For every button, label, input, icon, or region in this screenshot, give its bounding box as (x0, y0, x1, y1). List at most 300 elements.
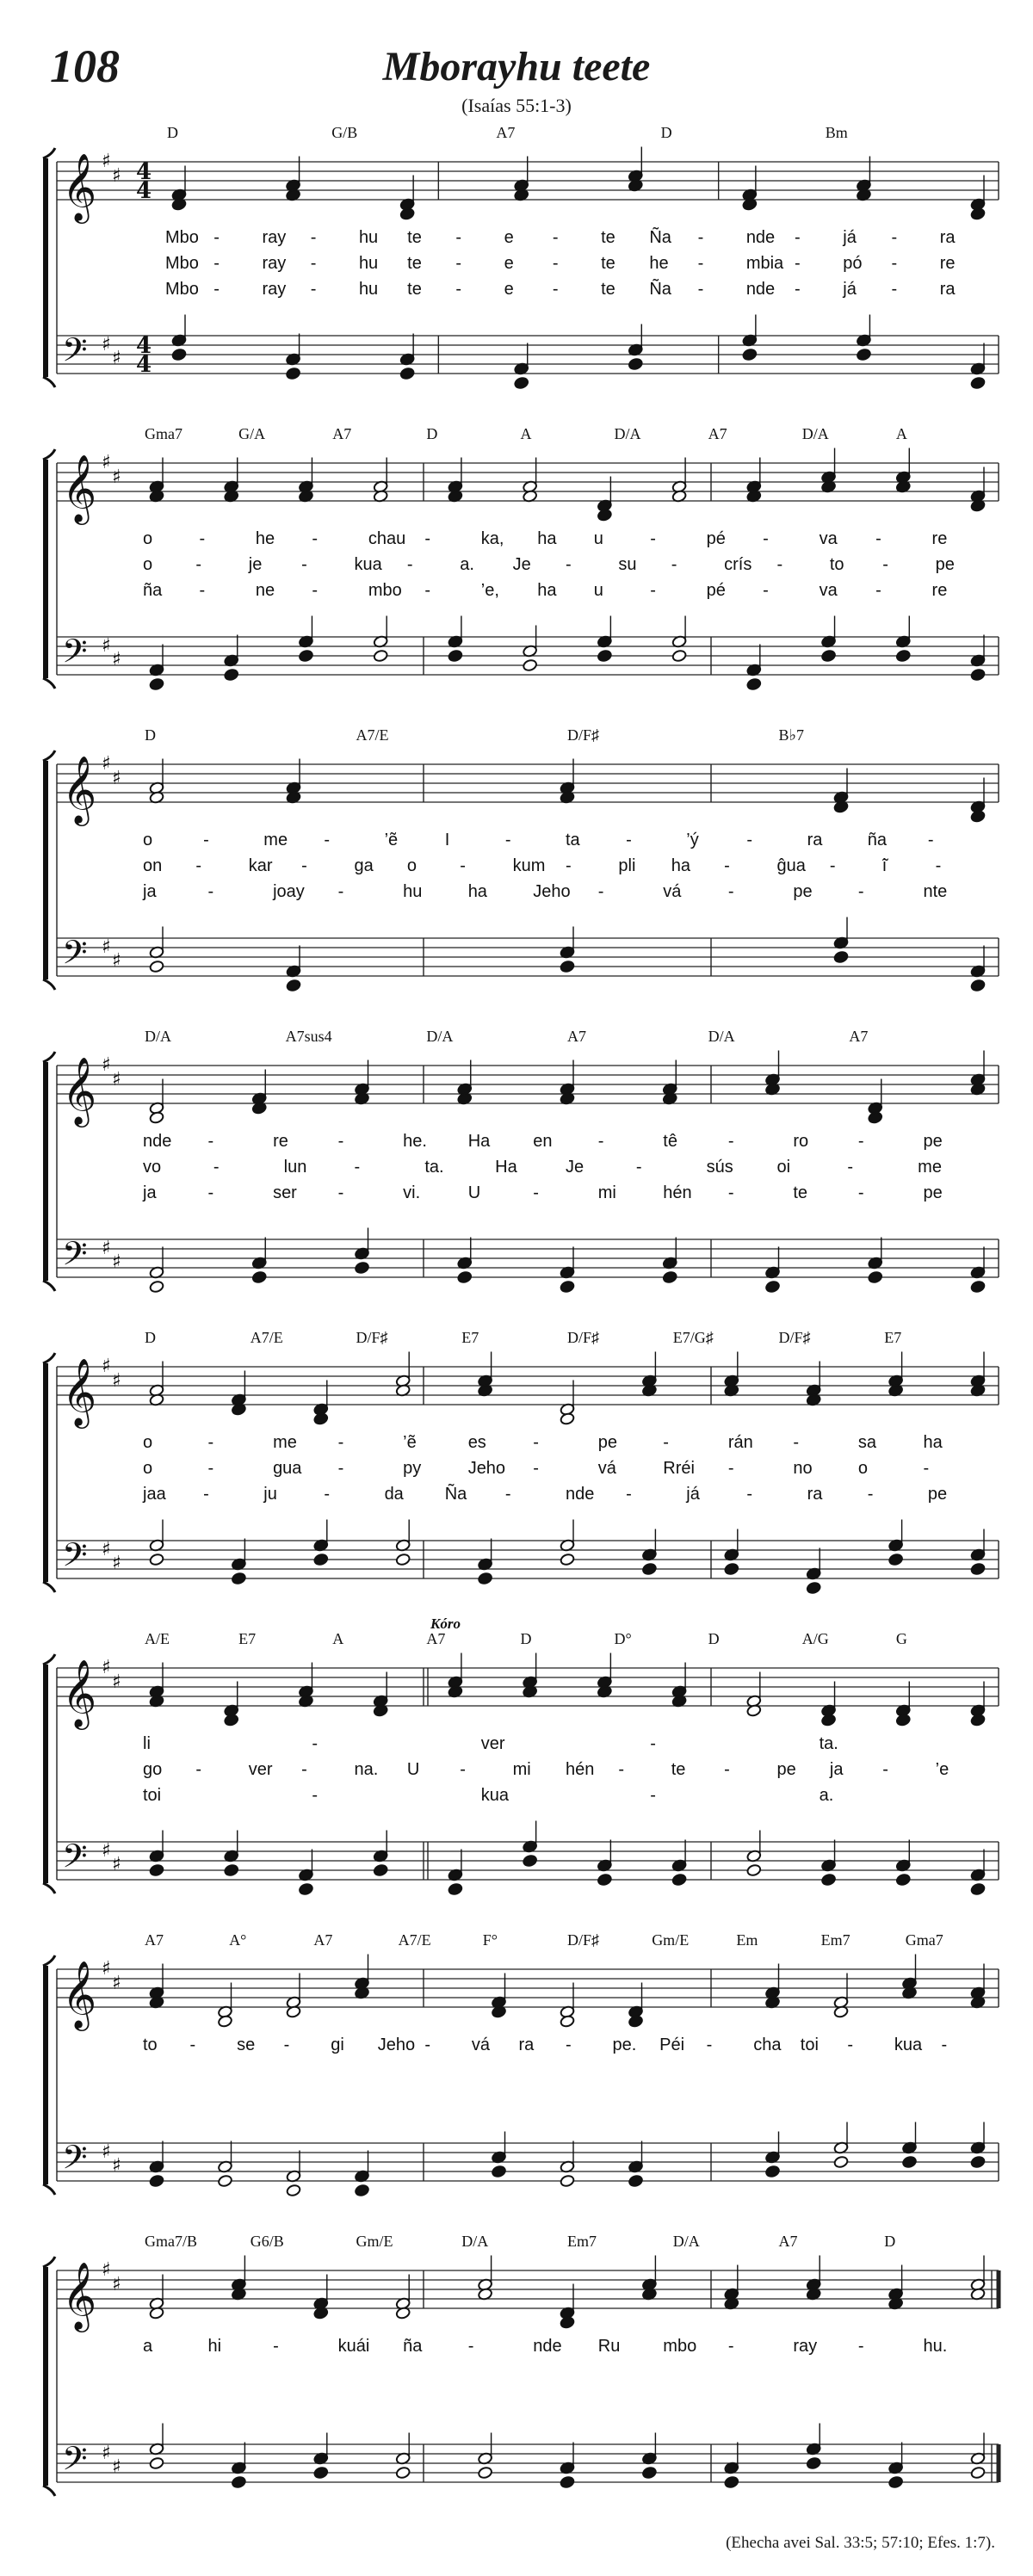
lyric-syllable: mbia (745, 254, 784, 273)
lyric-syllable: jaa (143, 1485, 166, 1504)
lyric-syllable: a. (460, 555, 474, 574)
lyric-syllable: - (847, 1158, 854, 1177)
score-system (0, 726, 1033, 1033)
lyric-syllable: je (248, 555, 263, 574)
time-signature-bottom: 4 (136, 178, 152, 204)
chord-symbol: A7 (332, 425, 352, 442)
lyric-syllable: - (746, 831, 753, 849)
bass-clef-icon: 𝄢 (62, 330, 88, 377)
note-head (746, 1863, 762, 1876)
lyric-syllable: - (533, 1459, 539, 1478)
lyric-syllable: ver (248, 1760, 273, 1779)
lyric-syllable: já (843, 228, 857, 247)
treble-clef-icon: 𝄞 (62, 756, 97, 824)
note-head (833, 2155, 849, 2168)
lyric-syllable: - (203, 831, 209, 849)
lyric-syllable: ĝua (776, 856, 806, 875)
lyric-syllable: Jeho (377, 2035, 416, 2054)
lyric-syllable: - (795, 280, 801, 299)
lyric-syllable: pe (935, 555, 955, 574)
bass-clef-icon: 𝄢 (62, 1837, 88, 1883)
lyric-syllable: - (424, 581, 431, 600)
note-head (806, 1581, 821, 1594)
lyric-syllable: - (195, 1760, 202, 1779)
note-head (970, 1280, 986, 1293)
lyric-syllable: mbo (663, 2337, 697, 2356)
note-head (251, 1270, 267, 1283)
chord-symbol: G/A (238, 425, 266, 442)
key-sharp-icon: ♯ (102, 635, 111, 657)
lyric-syllable: pé (706, 529, 726, 548)
lyric-syllable: u (593, 581, 603, 600)
note-head (970, 2466, 986, 2479)
key-sharp-icon: ♯ (102, 1539, 111, 1560)
lyric-syllable: nde (745, 280, 776, 299)
lyric-syllable: na. (354, 1760, 379, 1779)
lyric-syllable: re (931, 529, 948, 548)
treble-clef-icon: 𝄞 (62, 1659, 97, 1727)
key-sharp-icon: ♯ (112, 1251, 121, 1273)
lyric-syllable: - (504, 1485, 511, 1504)
lyric-syllable: já (686, 1485, 700, 1504)
lyric-syllable: - (935, 856, 942, 875)
note-head (286, 2184, 301, 2196)
lyric-syllable: te (671, 1760, 686, 1779)
lyric-syllable: - (354, 1158, 361, 1177)
lyric-syllable: - (455, 254, 462, 273)
note-head (628, 357, 643, 370)
lyric-syllable: - (663, 1433, 669, 1452)
lyric-syllable: sa (857, 1433, 877, 1452)
note-head (399, 207, 415, 220)
lyric-syllable: - (337, 882, 344, 901)
lyric-syllable: kua (480, 1786, 510, 1805)
chord-symbol: B♭7 (778, 726, 804, 744)
lyric-syllable: ra (518, 2035, 535, 2054)
choir-label: Kóro (430, 1615, 461, 1632)
lyric-syllable: - (310, 228, 317, 247)
key-sharp-icon: ♯ (102, 936, 111, 958)
lyric-syllable: ver (480, 1734, 505, 1753)
lyric-syllable: - (195, 555, 202, 574)
note-head (628, 2174, 644, 2187)
lyric-syllable: Ha (467, 1132, 491, 1151)
bass-clef-icon: 𝄢 (62, 632, 88, 678)
chord-symbol: D (167, 124, 178, 141)
note-head (149, 677, 164, 690)
system-bracket (43, 1062, 48, 1281)
note-head (902, 2155, 918, 2168)
treble-clef-icon: 𝄞 (62, 1358, 97, 1426)
lyric-syllable: kuái (337, 2337, 370, 2356)
chord-symbol: A° (229, 1931, 247, 1949)
bass-clef-icon: 𝄢 (62, 933, 88, 979)
lyric-syllable: te (407, 228, 422, 247)
lyric-syllable: - (207, 1132, 214, 1151)
lyric-syllable: - (207, 1183, 214, 1202)
lyric-syllable: - (455, 280, 462, 299)
lyric-syllable: ja (143, 1183, 157, 1202)
lyric-syllable: me (273, 1433, 297, 1452)
lyric-syllable: - (697, 254, 704, 273)
chord-symbol: D/F♯ (567, 1931, 600, 1949)
score-system (0, 1615, 1033, 1937)
key-sharp-icon: ♯ (102, 151, 111, 172)
lyric-syllable: ’ý (686, 831, 699, 849)
lyric-syllable: mi (512, 1760, 531, 1779)
note-head (313, 1553, 329, 1566)
note-head (888, 1553, 904, 1566)
lyric-syllable: - (310, 280, 317, 299)
lyric-syllable: go (143, 1760, 163, 1779)
bass-clef-icon: 𝄢 (62, 1234, 88, 1281)
note-head (313, 1412, 329, 1425)
lyric-syllable: ’ẽ (403, 1433, 417, 1452)
system-bracket (43, 761, 48, 979)
score-system (0, 1329, 1033, 1635)
lyric-syllable: - (301, 555, 307, 574)
lyric-syllable: nde (745, 228, 776, 247)
lyric-syllable: en (533, 1132, 553, 1151)
lyric-syllable: to (829, 555, 844, 574)
note-head (373, 1863, 388, 1876)
key-sharp-icon: ♯ (112, 1854, 121, 1875)
note-head (560, 2174, 575, 2187)
chord-symbol: Bm (825, 124, 848, 141)
lyric-syllable: he (255, 529, 275, 548)
chord-symbol: A/E (145, 1630, 170, 1647)
lyric-syllable: pe (923, 1183, 943, 1202)
lyric-syllable: - (795, 254, 801, 273)
note-head (628, 2015, 644, 2028)
lyric-syllable: já (843, 280, 857, 299)
note-head (970, 2155, 986, 2168)
note-head (821, 1714, 837, 1727)
lyric-syllable: - (189, 2035, 196, 2054)
lyric-syllable: - (566, 555, 572, 574)
scripture-reference: (Isaías 55:1-3) (461, 95, 572, 116)
lyric-syllable: - (213, 1158, 220, 1177)
lyric-syllable: Ru (597, 2337, 621, 2356)
note-head (149, 1280, 164, 1293)
lyric-syllable: toi (800, 2035, 819, 2054)
note-head (478, 1572, 493, 1585)
key-sharp-icon: ♯ (112, 950, 121, 972)
lyric-syllable: oi (776, 1158, 791, 1177)
note-head (970, 1714, 986, 1727)
lyric-syllable: - (891, 254, 898, 273)
chord-symbol: D (426, 425, 438, 442)
lyric-syllable: - (337, 1433, 344, 1452)
time-signature-bottom: 4 (136, 352, 152, 378)
lyric-syllable: - (795, 228, 801, 247)
lyric-syllable: - (867, 1485, 874, 1504)
lyric-syllable: - (626, 831, 632, 849)
note-head (224, 668, 239, 681)
lyric-syllable: ja (143, 882, 157, 901)
note-head (895, 649, 911, 662)
treble-clef-icon: 𝄞 (62, 1961, 97, 2029)
lyric-syllable: o (143, 1433, 153, 1452)
lyric-syllable: - (875, 581, 881, 600)
score-system (0, 2233, 1033, 2539)
lyric-syllable: - (875, 529, 881, 548)
lyric-syllable: Ha (495, 1158, 517, 1177)
note-head (286, 979, 301, 991)
key-sharp-icon: ♯ (102, 2141, 111, 2163)
lyric-syllable: - (763, 581, 769, 600)
lyric-syllable: - (460, 1760, 466, 1779)
note-head (895, 1714, 911, 1727)
note-head (856, 348, 871, 361)
lyric-syllable: te (601, 254, 615, 273)
chord-symbol: D (884, 2233, 896, 2250)
note-head (560, 1280, 575, 1293)
lyric-syllable: - (626, 1485, 632, 1504)
lyric-syllable: - (566, 856, 572, 875)
chord-symbol: F° (482, 1931, 498, 1949)
chord-symbol: Em7 (820, 1931, 851, 1949)
lyric-syllable: - (857, 882, 864, 901)
lyric-syllable: es (467, 1433, 486, 1452)
chord-symbol: A7/E (398, 1931, 431, 1949)
note-head (724, 2475, 739, 2488)
lyric-syllable: ña (143, 581, 163, 600)
key-sharp-icon: ♯ (112, 1553, 121, 1574)
lyric-syllable: ka, (480, 529, 504, 548)
note-head (149, 960, 164, 973)
lyric-syllable: u (593, 529, 603, 548)
lyric-syllable: hi (207, 2337, 222, 2356)
lyric-syllable: - (763, 529, 769, 548)
chord-symbol: D (145, 1329, 156, 1346)
lyric-syllable: va (819, 581, 838, 600)
key-sharp-icon: ♯ (112, 1069, 121, 1090)
treble-clef-icon: 𝄞 (62, 454, 97, 522)
note-head (218, 2015, 233, 2028)
lyric-syllable: - (324, 1485, 331, 1504)
lyric-syllable: - (829, 856, 836, 875)
hymn-number: 108 (50, 40, 120, 92)
note-head (970, 1882, 986, 1895)
key-sharp-icon: ♯ (102, 1054, 111, 1076)
key-sharp-icon: ♯ (102, 753, 111, 775)
chord-symbol: A (332, 1630, 344, 1647)
lyric-syllable: tê (663, 1132, 677, 1151)
chord-symbol: A7/E (356, 726, 389, 744)
note-head (224, 1863, 239, 1876)
lyric-syllable: - (460, 856, 466, 875)
lyric-syllable: o (857, 1459, 869, 1478)
chord-symbol: D (660, 124, 672, 141)
lyric-syllable: ta. (424, 1158, 444, 1177)
lyric-syllable: me (263, 831, 288, 849)
lyric-syllable: - (504, 831, 511, 849)
lyric-syllable: nte (923, 882, 948, 901)
lyric-syllable: rán (727, 1433, 753, 1452)
chord-symbol: Gm/E (652, 1931, 690, 1949)
chord-symbol: D/A (145, 1028, 171, 1045)
lyric-syllable: toi (143, 1786, 162, 1805)
bass-clef-icon: 𝄢 (62, 2439, 88, 2486)
lyric-syllable: hu. (923, 2337, 948, 2356)
lyric-syllable: Ña (649, 280, 671, 299)
lyric-syllable: - (857, 1183, 864, 1202)
key-sharp-icon: ♯ (112, 1370, 121, 1392)
note-head (514, 376, 529, 389)
lyric-syllable: - (283, 2035, 290, 2054)
lyric-syllable: - (882, 555, 888, 574)
chord-symbol: A7 (496, 124, 516, 141)
note-head (149, 1863, 164, 1876)
chord-symbol: A7 (708, 425, 727, 442)
system-bracket (43, 2267, 48, 2486)
key-sharp-icon: ♯ (112, 466, 121, 488)
note-head (765, 1280, 781, 1293)
lyric-syllable: - (533, 1183, 539, 1202)
treble-clef-icon: 𝄞 (62, 153, 97, 221)
lyric-syllable: - (324, 831, 331, 849)
note-head (806, 2456, 821, 2469)
lyric-syllable: pli (618, 856, 636, 875)
note-head (355, 1261, 370, 1274)
lyric-syllable: - (891, 280, 898, 299)
note-head (746, 677, 762, 690)
note-head (171, 348, 187, 361)
lyric-syllable: he. (403, 1132, 427, 1151)
lyric-syllable: a (143, 2337, 153, 2356)
note-head (313, 2466, 329, 2479)
lyric-syllable: - (310, 254, 317, 273)
chord-symbol: E7 (461, 1329, 479, 1346)
lyric-syllable: kua (894, 2035, 923, 2054)
lyric-syllable: - (467, 2337, 474, 2356)
lyric-syllable: - (727, 882, 734, 901)
lyric-syllable: - (533, 1433, 539, 1452)
lyric-syllable: ’e (935, 1760, 949, 1779)
lyric-syllable: Mbo (165, 254, 199, 273)
lyric-syllable: ña (403, 2337, 423, 2356)
note-head (560, 2015, 575, 2028)
note-head (492, 2165, 507, 2178)
note-head (662, 1270, 677, 1283)
lyric-syllable: joay (273, 882, 305, 901)
lyric-syllable: - (199, 529, 206, 548)
note-head (231, 2475, 246, 2488)
lyric-syllable: - (552, 280, 559, 299)
lyric-syllable: - (697, 228, 704, 247)
note-head (231, 1572, 246, 1585)
note-head (299, 1882, 314, 1895)
lyric-syllable: - (213, 254, 220, 273)
lyric-syllable: pe (923, 1132, 943, 1151)
lyric-syllable: - (941, 2035, 948, 2054)
chord-symbol: Em (736, 1931, 758, 1949)
chord-symbol: A7sus4 (285, 1028, 332, 1045)
lyric-syllable: o (143, 1459, 153, 1478)
lyric-syllable: vá (597, 1459, 616, 1478)
bass-clef-icon: 𝄢 (62, 2138, 88, 2184)
note-head (765, 2165, 781, 2178)
lyric-syllable: te (601, 228, 615, 247)
note-head (970, 668, 986, 681)
lyric-syllable: ̃i (882, 856, 887, 875)
lyric-syllable: ha (671, 856, 690, 875)
note-head (560, 1553, 575, 1566)
key-sharp-icon: ♯ (112, 2274, 121, 2295)
note-head (560, 2475, 575, 2488)
lyric-syllable: - (927, 831, 934, 849)
lyric-syllable: nde (533, 2337, 562, 2356)
lyric-syllable: - (793, 1433, 800, 1452)
key-sharp-icon: ♯ (112, 2456, 121, 2478)
lyric-syllable: mbo (368, 581, 402, 600)
lyric-syllable: - (671, 555, 677, 574)
lyric-syllable: - (424, 529, 431, 548)
note-head (970, 1562, 986, 1575)
lyric-syllable: - (882, 1760, 888, 1779)
system-bracket (43, 1363, 48, 1582)
lyric-syllable: ga (354, 856, 374, 875)
note-head (833, 950, 849, 963)
lyric-syllable: Rréi (663, 1459, 695, 1478)
note-head (523, 658, 538, 671)
system-bracket (43, 460, 48, 678)
lyric-syllable: se (237, 2035, 256, 2054)
lyric-syllable: vá (471, 2035, 491, 2054)
lyric-syllable: Jeho (533, 882, 571, 901)
note-head (724, 1562, 739, 1575)
lyric-syllable: - (213, 228, 220, 247)
lyric-syllable: - (650, 529, 656, 548)
lyric-syllable: - (618, 1760, 625, 1779)
lyric-syllable: py (403, 1459, 422, 1478)
lyric-syllable: - (199, 581, 206, 600)
key-sharp-icon: ♯ (112, 1973, 121, 1994)
lyric-syllable: vo (143, 1158, 162, 1177)
note-head (355, 2184, 370, 2196)
lyric-syllable: Ña (444, 1485, 467, 1504)
lyric-syllable: me (918, 1158, 942, 1177)
score-system (0, 1028, 1033, 1334)
key-sharp-icon: ♯ (102, 1238, 111, 1259)
lyric-syllable: - (273, 2337, 279, 2356)
chord-symbol: Gma7 (145, 425, 182, 442)
chord-symbol: Gma7/B (145, 2233, 197, 2250)
lyric-syllable: - (635, 1158, 642, 1177)
chord-symbol: G/B (331, 124, 358, 141)
lyric-syllable: - (337, 1459, 344, 1478)
lyric-syllable: ta (566, 831, 580, 849)
lyric-syllable: he (649, 254, 669, 273)
lyric-syllable: Mbo (165, 228, 199, 247)
chord-symbol: D/F♯ (778, 1329, 811, 1346)
note-head (742, 348, 758, 361)
lyric-syllable: ha (923, 1433, 943, 1452)
lyric-syllable: - (650, 581, 656, 600)
note-head (149, 2456, 164, 2469)
chord-symbol: D (520, 1630, 532, 1647)
lyric-syllable: re (931, 581, 948, 600)
lyric-syllable: ’e, (480, 581, 499, 600)
lyric-syllable: - (857, 2337, 864, 2356)
note-head (641, 2466, 657, 2479)
chord-symbol: D/A (614, 425, 641, 442)
lyric-syllable: o (143, 529, 153, 548)
lyric-syllable: - (566, 2035, 572, 2054)
key-sharp-icon: ♯ (102, 1657, 111, 1678)
time-signature-top: 4 (136, 333, 152, 359)
